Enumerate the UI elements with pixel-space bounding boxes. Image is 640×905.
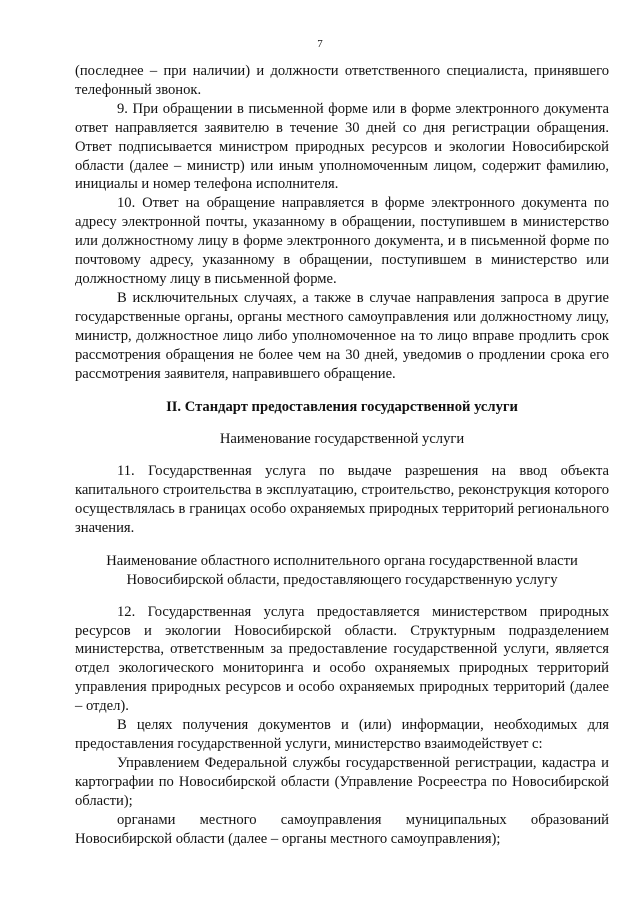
paragraph-rosreestr: Управлением Федеральной службы государственной регистрации, кадастра и картографии по Новосибирской области (Управление Росреестра по Новосибирской области);: [75, 754, 609, 809]
section-heading: II. Стандарт предоставления государственной услуги: [166, 399, 518, 416]
subheading-organ-line-2: Новосибирской области, предоставляющего государственную услугу: [126, 571, 558, 588]
page-number: 7: [317, 38, 323, 50]
paragraph-9: 9. При обращении в письменной форме или в форме электронного документа ответ направляется заявителю в течение 30 дней со дня регистрации обращения. Ответ подписывается министром природных ресурсов и экологии Новосибирской области (далее – министр) или иным уполномоченным лицом, содержит фамилию, инициалы и номер телефона исполнителя.: [75, 100, 609, 193]
document-body: [75, 62, 609, 848]
subheading-service-name: Наименование государственной услуги: [219, 431, 465, 448]
paragraph-10: 10. Ответ на обращение направляется в форме электронного документа по адресу электронной почты, указанному в обращении, поступившем в министерство или должностному лицу в форме электронного документа, и в письменной форме по почтовому адресу, указанному в обращении, поступившем в министерство или должностному лицу в письменной форме.: [75, 195, 609, 287]
paragraph-interaction: В целях получения документов и (или) информации, необходимых для предоставления государственной услуги, министерство взаимодействует с:: [75, 717, 609, 752]
paragraph-11: 11. Государственная услуга по выдаче разрешения на ввод объекта капитального строительства в эксплуатацию, строительство, реконструкция которого осуществлялась в границах особо охраняемых природных территорий регионального значения.: [75, 463, 609, 536]
paragraph-continuation: (последнее – при наличии) и должности ответственного специалиста, принявшего телефонный звонок.: [75, 63, 609, 98]
paragraph-local-government: органами местного самоуправления муниципальных образований Новосибирской области (далее – органы местного самоуправления);: [75, 811, 609, 847]
paragraph-12: 12. Государственная услуга предоставляется министерством природных ресурсов и экологии Новосибирской области. Структурным подразделением министерства, ответственным за предоставление государственной услуги, является отдел экологического мониторинга и особо охраняемых природных территорий управления природных ресурсов и особо охраняемых природных территорий (далее – отдел).: [75, 603, 609, 715]
subheading-organ: [75, 552, 609, 590]
subheading-organ-line-1: Наименование областного исполнительного органа государственной власти: [106, 552, 578, 569]
paragraph-exceptional-cases: В исключительных случаях, а также в случае направления запроса в другие государственные органы, органы местного самоуправления или должностному лицу, министр, должностное лицо либо уполномоченное на то лицо вправе продлить срок рассмотрения обращения не более чем на 30 дней, уведомив о продлении срока его рассмотрения заявителя, направившего обращение.: [75, 289, 609, 382]
